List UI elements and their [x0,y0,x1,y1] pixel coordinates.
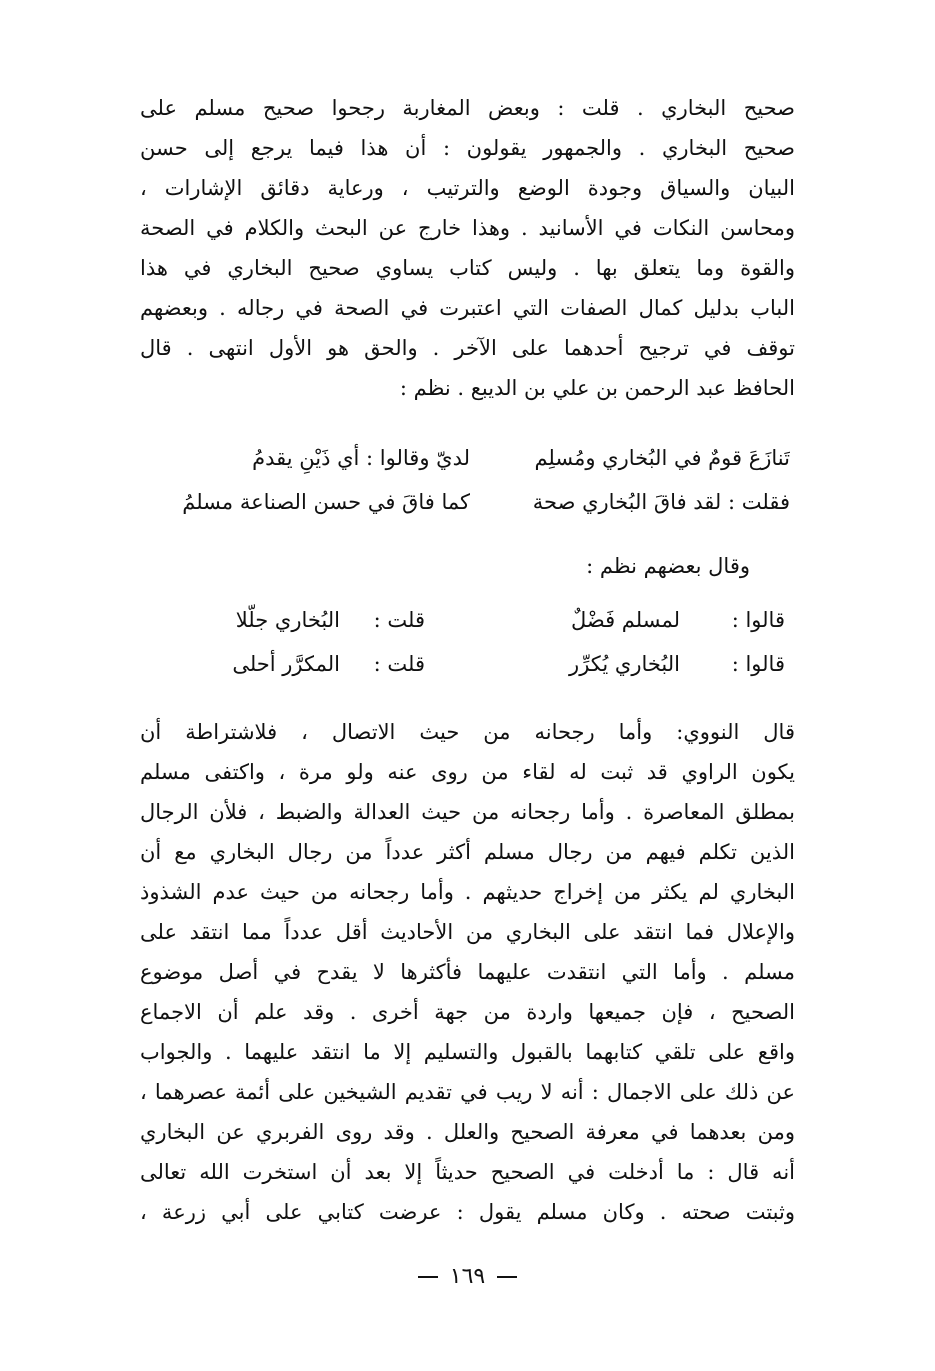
paragraph-2 [140,712,795,1232]
verse-reply: البُخاري جلّلا [235,608,340,632]
poem-verse [180,598,785,642]
text-line: عن ذلك على الاجمال : أنه لا ريب في تقديم الشيخين على أئمة عصرهما ، [140,1080,795,1104]
verse-said-label: قالوا : [731,608,785,632]
text-line: الصحيح ، فإن جميعها واردة من جهة أخرى . وقد علم أن الاجماع [140,1000,795,1024]
text-line: توقف في ترجيح أحدهما على الآخر . والحق هو الأول انتهى . قال [140,336,795,360]
text-line: بمطلق المعاصرة . وأما رجحانه من حيث العدالة والضبط ، فلأن الرجال [140,800,795,824]
dash-right [497,1276,517,1278]
verse-claim: البُخاري يُكرِّر [569,652,680,676]
dash-left [418,1276,438,1278]
poem-2 [180,598,785,686]
paragraph-1 [140,88,795,408]
text-line: أنه قال : ما أدخلت في الصحيح حديثاً إلا بعد أن استخرت الله تعالى [140,1160,795,1184]
page-number: ١٦٩ [449,1264,486,1289]
poem-1 [140,436,790,524]
text-line: ومحاسن النكات في الأسانيد . وهذا خارج عن البحث والكلام في الصحة [140,216,795,240]
poem-verse [140,436,790,480]
verse-first-hemistich: تَنازَعَ قومٌ في البُخاري ومُسلِم [534,446,790,470]
verse-first-hemistich: فقلت : لقد فاقَ البُخاري صحة [532,490,790,514]
text-line: صحيح البخاري . قلت : وبعض المغاربة رجحوا صحيح مسلم على [140,96,795,120]
text-line: والإعلال فما انتقد على البخاري من الأحاديث أقل عدداً مما انتقد على [140,920,795,944]
text-line: البخاري لم يكثر من إخراج حديثهم . وأما رجحانه من حيث عدم الشذوذ [140,880,795,904]
poem-verse [140,480,790,524]
text-line: ومن بعدهما في معرفة الصحيح والعلل . وقد روى الفربري عن البخاري [140,1120,795,1144]
page-footer [0,1262,935,1292]
poem-2-intro: وقال بعضهم نظم : [586,554,750,578]
verse-second-hemistich: كما فاقَ في حسن الصناعة مسلمُ [182,490,470,514]
verse-reply: المكرَّر أحلى [232,652,340,676]
verse-claim: لمسلم فَضْلٌ [570,608,680,632]
text-line: الحافظ عبد الرحمن بن علي بن الديبع . نظم : [399,376,795,400]
text-line: الباب بدليل كمال الصفات التي اعتبرت في الصحة في رجاله . وبعضهم [140,296,795,320]
text-line: يكون الراوي قد ثبت له لقاء من روى عنه ولو مرة ، واكتفى مسلم [140,760,795,784]
verse-said-label: قالوا : [731,652,785,676]
text-line: وثبتت صحته . وكان مسلم يقول : عرضت كتابي على أبي زرعة ، [140,1200,795,1224]
text-line: مسلم . وأما التي انتقدت عليهما فأكثرها لا يقدح في أصل موضوع [140,960,795,984]
verse-reply-label: قلت : [373,652,425,676]
text-line: الذين تكلم فيهم من رجال مسلم أكثر عدداً من رجال البخاري مع أن [140,840,795,864]
text-line: البيان والسياق وجودة الوضع والترتيب ، ورعاية دقائق الإشارات ، [140,176,795,200]
text-line: والقوة وما يتعلق بها . وليس كتاب يساوي صحيح البخاري في هذا [140,256,795,280]
poem-verse [180,642,785,686]
verse-second-hemistich: لديّ وقالوا : أي ذَيْنِ يقدمُ [252,446,470,470]
text-line: صحيح البخاري . والجمهور يقولون : أن هذا فيما يرجع إلى حسن [140,136,795,160]
text-line: واقع على تلقي كتابهما بالقبول والتسليم إلا ما انتقد عليهما . والجواب [140,1040,795,1064]
text-line: قال النووي: وأما رجحانه من حيث الاتصال ، فلاشتراطة أن [140,720,795,744]
verse-reply-label: قلت : [373,608,425,632]
